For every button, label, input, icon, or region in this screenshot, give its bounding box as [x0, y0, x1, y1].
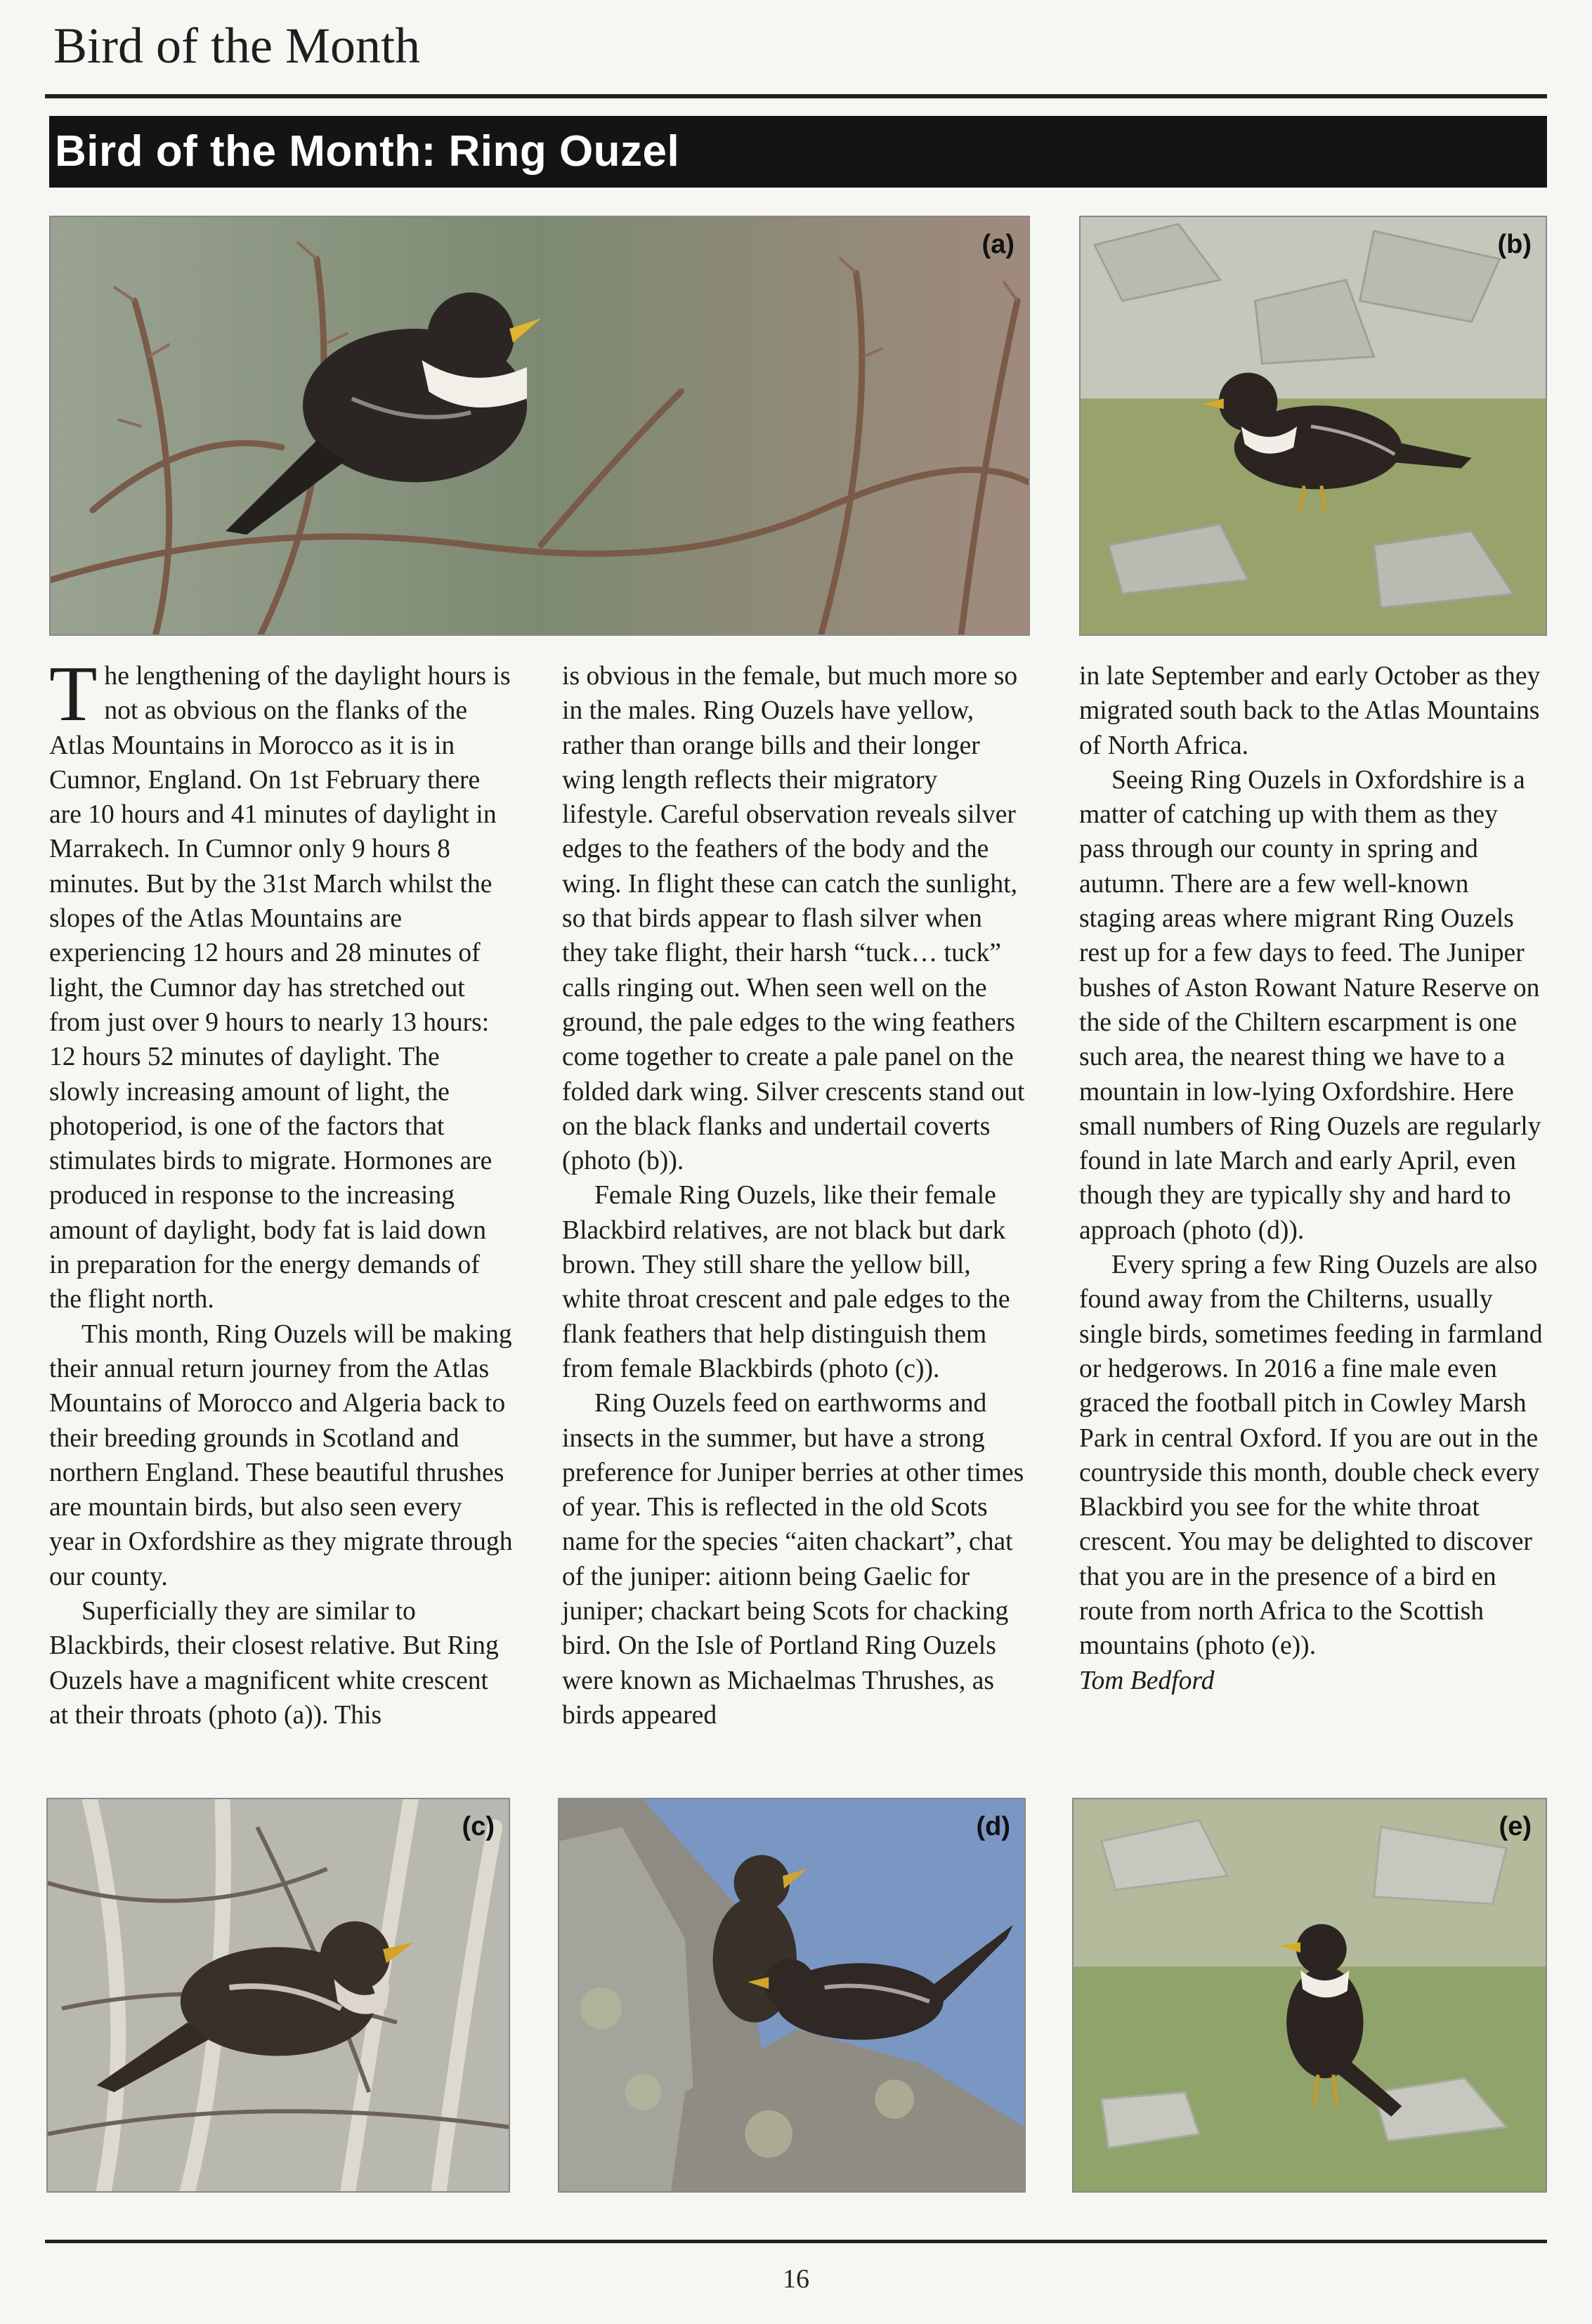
paragraph-1-text: he lengthening of the daylight hours is not as obvious on the flanks of the Atlas Mountains in Morocco as it is in Cumnor, England. On 1st February there are 10 hours and 41 minutes of daylight in Marrakech. In Cumnor only 9 hours 8 minutes. But by the 31st March whilst the slopes of the Atlas Mountains are experiencing 12 hours and 28 minutes of light, the Cumnor day has stretched out from just over 9 hours to nearly 13 hours: 12 hours 52 minutes of daylight. The slowly increasing amount of light, the photoperiod, is one of the factors that stimulates birds to migrate. Hormones are produced in response to the increasing amount of daylight, body fat is laid down in preparation for the energy demands of the flight north. — [49, 662, 511, 1314]
author-byline: Tom Bedford — [1079, 1666, 1215, 1695]
ring-ouzel-on-meadow-icon — [1074, 1799, 1546, 2191]
article-banner-title: Bird of the Month: Ring Ouzel — [49, 116, 1547, 188]
photo-d — [558, 1798, 1026, 2193]
paragraph-8: Seeing Ring Ouzels in Oxfordshire is a matter of catching up with them as they pass through our county in spring and autumn. There are a few well-known staging areas where migrant Ring Ouzels rest up for a few days to feed. The Juniper bushes of Aston Rowant Nature Reserve on the side of the Chiltern escarpment is one such area, the nearest thing we have to a mountain in low-lying Oxfordshire. Here small numbers of Ring Ouzels are regularly found in late March and early April, even though they are typically shy and hard to approach (photo (d)). — [1079, 765, 1541, 1245]
photo-a-label: (a) — [981, 230, 1014, 259]
page-number: 16 — [783, 2264, 809, 2294]
article-column-1 — [49, 651, 513, 1732]
photo-c-label: (c) — [462, 1812, 495, 1841]
ring-ouzel-on-grass-icon — [1081, 217, 1546, 634]
female-ring-ouzel-in-branches-icon — [48, 1799, 509, 2191]
ring-ouzel-on-branch-icon — [51, 217, 1029, 634]
photo-a — [49, 216, 1030, 636]
photo-c — [46, 1798, 510, 2193]
paragraph-6: Ring Ouzels feed on earthworms and insects in the summer, but have a strong preference for Juniper berries at other times of year. This is reflected in the old Scots name for the species “aiten chackart”, chat of the juniper: aitionn being Gaelic for juniper; chackart being Scots for chacking bird. On the Isle of Portland Ring Ouzels were known as Michaelmas Thrushes, as birds appeared — [562, 1389, 1024, 1730]
top-rule — [45, 94, 1547, 98]
paragraph-2: This month, Ring Ouzels will be making their annual return journey from the Atlas Mountains of Morocco and Algeria back to their breeding grounds in Scotland and northern England. These beautiful thrushes are mountain birds, but also seen every year in Oxfordshire as they migrate through our county. — [49, 1319, 513, 1591]
photo-b — [1079, 216, 1547, 636]
article-column-3 — [1079, 659, 1543, 1698]
photo-e — [1072, 1798, 1547, 2193]
drop-cap: T — [49, 651, 98, 738]
ring-ouzels-on-rock-icon — [559, 1799, 1024, 2191]
photo-b-label: (b) — [1497, 230, 1532, 259]
paragraph-5: Female Ring Ouzels, like their female Blackbird relatives, are not black but dark brown. They still share the yellow bill, white throat crescent and pale edges to the flank feathers that help distinguish them from female Blackbirds (photo (c)). — [562, 1181, 1010, 1383]
running-head: Bird of the Month — [53, 18, 420, 74]
article-column-2 — [562, 659, 1026, 1732]
paragraph-7: in late September and early October as they migrated south back to the Atlas Mountains of North Africa. — [1079, 662, 1541, 760]
paragraph-3: Superficially they are similar to Blackbirds, their closest relative. But Ring Ouzels have a magnificent white crescent at their throats (photo (a)). This — [49, 1597, 499, 1730]
photo-e-label: (e) — [1499, 1812, 1532, 1841]
paragraph-1 — [49, 651, 513, 1317]
paragraph-4: is obvious in the female, but much more so in the males. Ring Ouzels have yellow, rather than orange bills and their longer wing length reflects their migratory lifestyle. Careful observation reveals silver edges to the feathers of the body and the wing. In flight these can catch the sunlight, so that birds appear to flash silver when they take flight, their harsh “tuck… tuck” calls ringing out. When seen well on the ground, the pale edges to the wing feathers come together to create a pale panel on the folded dark wing. Silver crescents stand out on the black flanks and undertail coverts (photo (b)). — [562, 662, 1025, 1176]
paragraph-9: Every spring a few Ring Ouzels are also found away from the Chilterns, usually single birds, sometimes feeding in farmland or hedgerows. In 2016 a fine male even graced the football pitch in Cowley Marsh Park in central Oxford. If you are out in the countryside this month, double check every Blackbird you see for the white throat crescent. You may be delighted to discover that you are in the presence of a bird en route from north Africa to the Scottish mountains (photo (e)). — [1079, 1251, 1543, 1661]
bottom-rule — [45, 2240, 1547, 2243]
photo-d-label: (d) — [976, 1812, 1010, 1841]
